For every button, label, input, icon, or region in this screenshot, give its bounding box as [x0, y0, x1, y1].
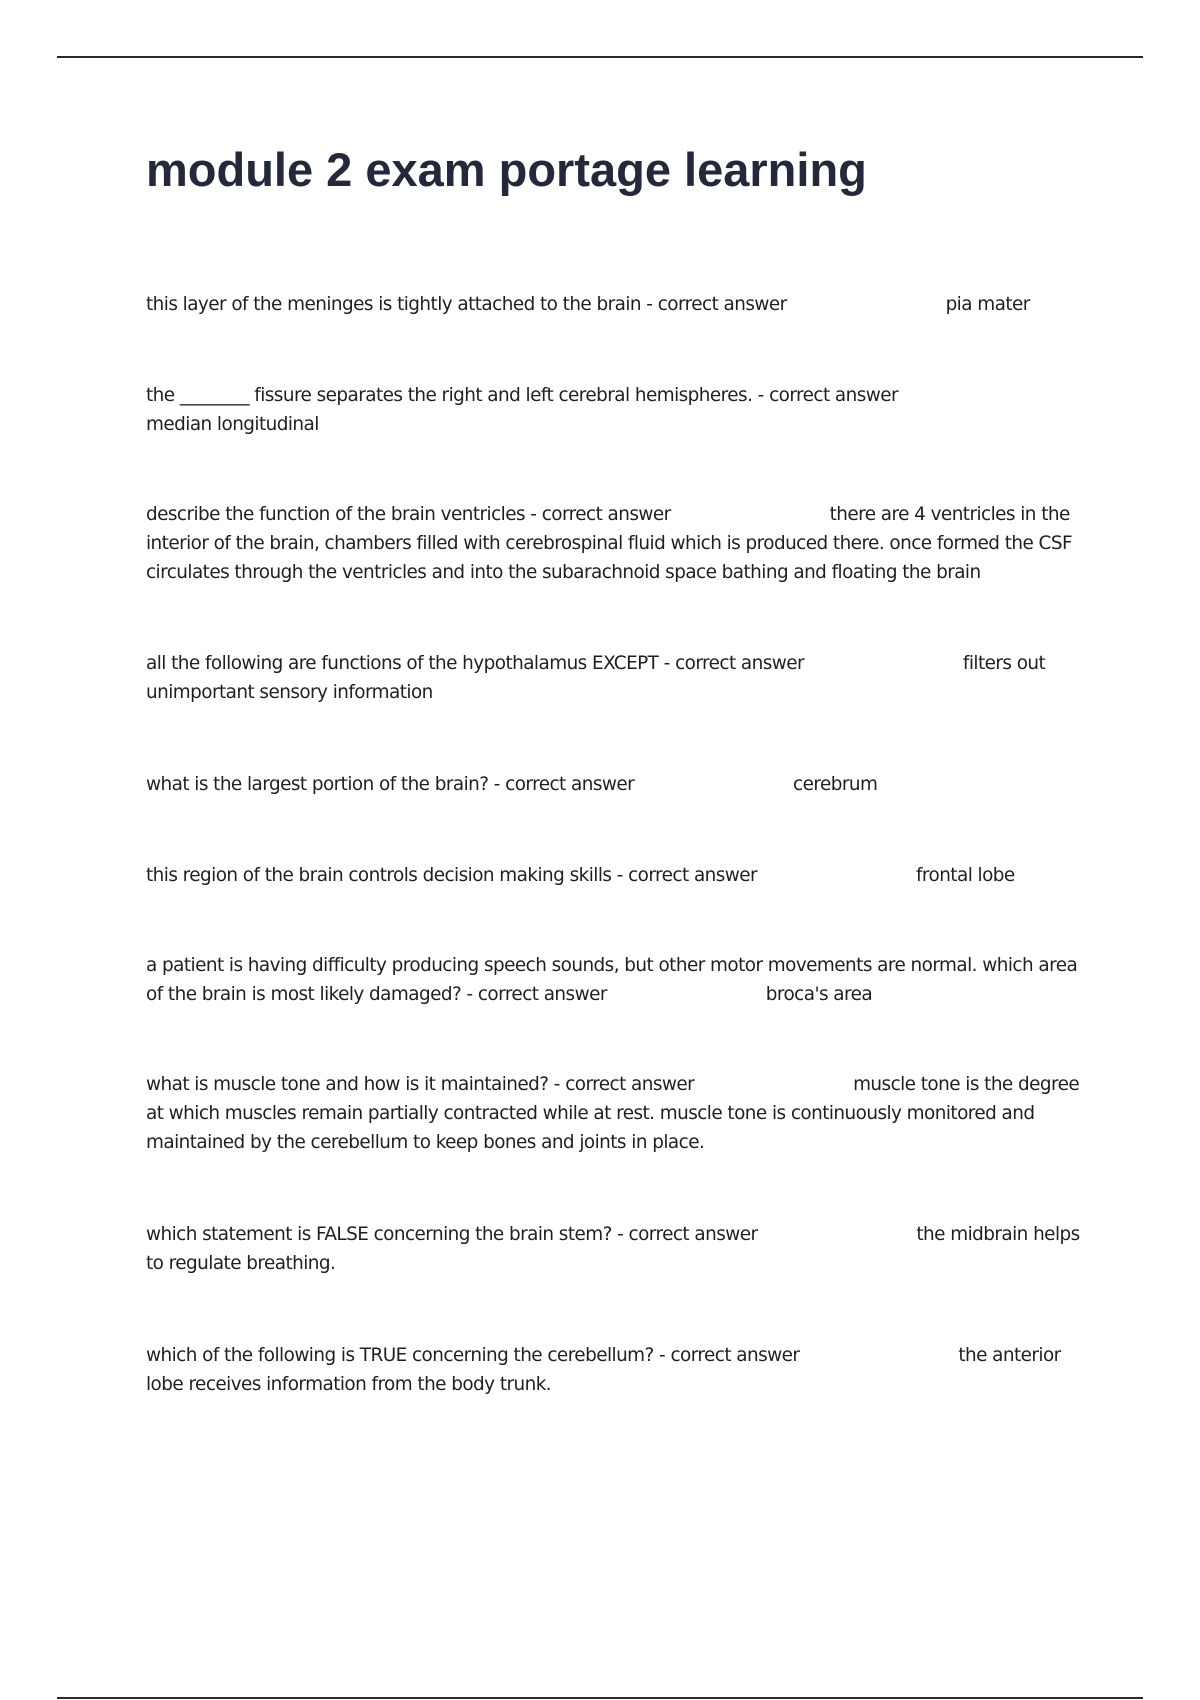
separator: -: [752, 385, 770, 406]
answer-label: correct answer: [670, 1345, 800, 1366]
question-text: this region of the brain controls decision making skills: [146, 865, 612, 886]
qa-item: [146, 1220, 1086, 1278]
question-text: this layer of the meninges is tightly attached to the brain: [146, 294, 642, 315]
answer-label: correct answer: [505, 774, 635, 795]
question-text: all the following are functions of the hypothalamus EXCEPT: [146, 653, 659, 674]
answer-text: the anterior lobe receives information from the body trunk.: [146, 1345, 1066, 1395]
separator: -: [653, 1345, 671, 1366]
separator: -: [525, 504, 542, 525]
separator: -: [548, 1074, 566, 1095]
answer-label: correct answer: [675, 653, 805, 674]
answer-text: there are 4 ventricles in the interior of the brain, chambers filled with cerebrospinal fluid which is produced there. once formed the CSF circulates through the ventricles and into the subarachnoid space bathing and floating the brain: [146, 504, 1078, 583]
answer-gap: [758, 1224, 917, 1245]
answer-text: pia mater: [945, 294, 1030, 315]
qa-item: [146, 951, 1086, 1009]
answer-gap: [799, 1345, 958, 1366]
answer-text: broca's area: [765, 984, 873, 1005]
answer-label: correct answer: [769, 385, 899, 406]
separator: -: [611, 865, 629, 886]
qa-item: [146, 1341, 1086, 1399]
qa-item: [146, 500, 1086, 587]
qa-item: [146, 649, 1086, 707]
top-rule: [57, 56, 1143, 58]
answer-gap: [898, 385, 1057, 406]
question-text: describe the function of the brain ventricles: [146, 504, 526, 525]
answer-gap: [787, 294, 946, 315]
separator: -: [461, 984, 478, 1005]
qa-item: [146, 861, 1086, 890]
qa-item: [146, 770, 1086, 799]
answer-gap: [671, 504, 830, 525]
separator: -: [641, 294, 658, 315]
separator: -: [611, 1224, 629, 1245]
answer-label: correct answer: [477, 984, 607, 1005]
bottom-rule: [57, 1697, 1143, 1699]
question-text: which statement is FALSE concerning the brain stem?: [146, 1224, 612, 1245]
separator: -: [658, 653, 676, 674]
answer-label: correct answer: [657, 294, 787, 315]
qa-item: [146, 1070, 1086, 1157]
answer-gap: [757, 865, 916, 886]
answer-gap: [804, 653, 963, 674]
answer-label: correct answer: [541, 504, 671, 525]
qa-item: [146, 290, 1086, 319]
answer-text: frontal lobe: [915, 865, 1015, 886]
answer-label: correct answer: [628, 1224, 758, 1245]
question-text: which of the following is TRUE concerning the cerebellum?: [146, 1345, 654, 1366]
answer-text: median longitudinal: [146, 414, 319, 435]
answer-text: muscle tone is the degree at which muscles remain partially contracted while at rest. muscle tone is continuously monitored and maintained by the cerebellum to keep bones and joints in place.: [146, 1074, 1085, 1153]
question-text: a patient is having difficulty producing speech sounds, but other motor movements are normal. which area of the brain is most likely damaged?: [146, 955, 1083, 1005]
qa-item: [146, 381, 1086, 439]
question-text: what is the largest portion of the brain?: [146, 774, 489, 795]
question-text: the ________ fissure separates the right and left cerebral hemispheres.: [146, 385, 753, 406]
answer-gap: [634, 774, 793, 795]
answer-text: the midbrain helps to regulate breathing.: [146, 1224, 1085, 1274]
question-text: what is muscle tone and how is it maintained?: [146, 1074, 549, 1095]
answer-gap: [694, 1074, 853, 1095]
page-title: module 2 exam portage learning: [146, 143, 867, 196]
answer-text: cerebrum: [793, 774, 878, 795]
answer-label: correct answer: [628, 865, 758, 886]
answer-text: filters out unimportant sensory information: [146, 653, 1051, 703]
answer-gap: [607, 984, 766, 1005]
separator: -: [488, 774, 506, 795]
answer-label: correct answer: [565, 1074, 695, 1095]
